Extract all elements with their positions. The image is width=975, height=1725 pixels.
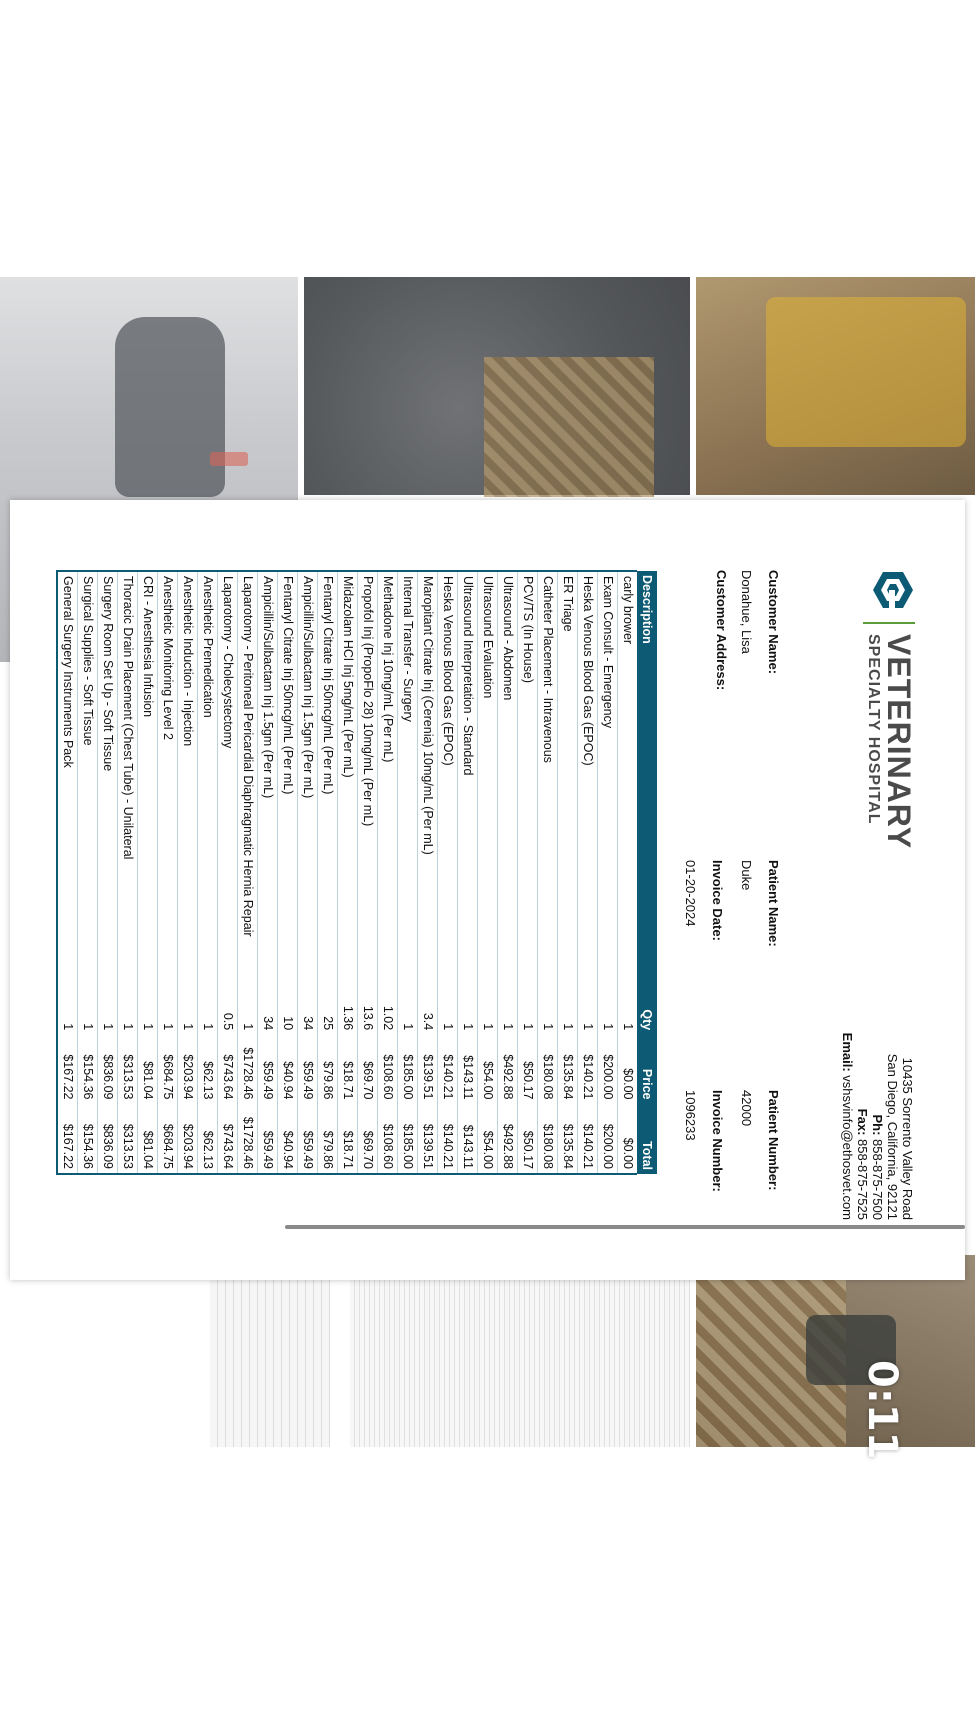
- ghost-document-thumbnail: [210, 1262, 330, 1447]
- table-row: [78, 571, 98, 1174]
- cell-price: $135.84: [558, 1034, 578, 1103]
- cell-price: $143.11: [458, 1034, 478, 1103]
- cell-description: Surgical Supplies - Soft Tissue: [78, 571, 98, 997]
- invoice-number-value: 1096233: [683, 1090, 698, 1141]
- cell-total: $313.53: [118, 1104, 138, 1175]
- cell-qty: 34: [298, 997, 318, 1034]
- cell-description: Exam Consult - Emergency: [598, 571, 618, 997]
- cell-price: $50.17: [518, 1034, 538, 1103]
- cell-qty: 3.4: [418, 997, 438, 1034]
- cell-total: $200.00: [598, 1104, 618, 1175]
- cell-description: CRI - Anesthesia Infusion: [138, 571, 158, 997]
- table-row: [57, 571, 78, 1174]
- cell-price: $167.22: [57, 1034, 78, 1103]
- patient-name-label: Patient Name:: [766, 860, 781, 947]
- cell-price: $139.51: [418, 1034, 438, 1103]
- table-row: [118, 571, 138, 1174]
- col-price: Price: [637, 1034, 657, 1103]
- clinic-logo-icon: [871, 570, 915, 610]
- cell-qty: 1: [438, 997, 458, 1034]
- cell-total: $50.17: [518, 1104, 538, 1175]
- cell-description: Heska Venous Blood Gas (EPOC): [578, 571, 598, 997]
- cell-price: $140.21: [438, 1034, 458, 1103]
- cell-qty: 1: [398, 997, 418, 1034]
- table-row: [318, 571, 338, 1174]
- table-row: [518, 571, 538, 1174]
- cell-qty: 1: [478, 997, 498, 1034]
- fax-label: Fax:: [855, 1108, 870, 1136]
- cell-price: $59.49: [298, 1034, 318, 1103]
- cell-total: $140.21: [578, 1104, 598, 1175]
- cell-qty: 1: [558, 997, 578, 1034]
- cell-qty: 1: [538, 997, 558, 1034]
- cell-total: $40.94: [278, 1104, 298, 1175]
- cell-qty: 34: [258, 997, 278, 1034]
- cell-price: $200.00: [598, 1034, 618, 1103]
- cell-qty: 1.02: [378, 997, 398, 1034]
- table-row: [558, 571, 578, 1174]
- table-header-row: [637, 571, 657, 1174]
- video-timer: 0:11: [859, 1360, 905, 1460]
- cell-price: $743.64: [218, 1034, 238, 1103]
- table-row: [218, 571, 238, 1174]
- cell-total: $140.21: [438, 1104, 458, 1175]
- cell-total: $1728.46: [238, 1104, 258, 1175]
- customer-name-label: Customer Name:: [766, 570, 781, 675]
- table-row: [598, 571, 618, 1174]
- table-row: [278, 571, 298, 1174]
- email-label: Email:: [840, 1032, 855, 1072]
- cell-description: General Surgery Instruments Pack: [57, 571, 78, 997]
- cell-total: $836.09: [98, 1104, 118, 1175]
- table-row: [418, 571, 438, 1174]
- table-row: [478, 571, 498, 1174]
- line-items-table: [56, 570, 657, 1175]
- cell-qty: 13.6: [358, 997, 378, 1034]
- cell-total: $185.00: [398, 1104, 418, 1175]
- cell-description: Thoracic Drain Placement (Chest Tube) - Unilateral: [118, 571, 138, 997]
- cell-description: Fentanyl Citrate Inj 50mcg/mL (Per mL): [278, 571, 298, 997]
- cell-description: Ultrasound Interpretation - Standard: [458, 571, 478, 997]
- table-row: [438, 571, 458, 1174]
- table-row: [358, 571, 378, 1174]
- table-row: [498, 571, 518, 1174]
- cell-price: $18.71: [338, 1034, 358, 1103]
- patient-number-value: 42000: [739, 1090, 754, 1127]
- table-row: [238, 571, 258, 1174]
- cell-description: Anesthetic Monitoring Level 2: [158, 571, 178, 997]
- cell-total: $69.70: [358, 1104, 378, 1175]
- cell-qty: 1: [238, 997, 258, 1034]
- video-thumbnail[interactable]: [696, 1255, 975, 1447]
- address-line-2: San Diego, California, 92121: [885, 1053, 900, 1220]
- cell-qty: 1.36: [338, 997, 358, 1034]
- cell-qty: 1: [98, 997, 118, 1034]
- cell-price: $492.88: [498, 1034, 518, 1103]
- cell-description: Laparotomy - Cholecystectomy: [218, 571, 238, 997]
- cell-qty: 1: [178, 997, 198, 1034]
- cell-description: ER Triage: [558, 571, 578, 997]
- cell-price: $54.00: [478, 1034, 498, 1103]
- fax-value: 858-875-7525: [855, 1139, 870, 1220]
- cell-total: $18.71: [338, 1104, 358, 1175]
- table-row: [538, 571, 558, 1174]
- cell-price: $836.09: [98, 1034, 118, 1103]
- col-qty: Qty: [637, 997, 657, 1034]
- cell-description: Heska Venous Blood Gas (EPOC): [438, 571, 458, 997]
- cell-total: $139.51: [418, 1104, 438, 1175]
- cell-price: $108.60: [378, 1034, 398, 1103]
- col-description: Description: [637, 571, 657, 997]
- table-row: [298, 571, 318, 1174]
- cell-price: $1728.46: [238, 1034, 258, 1103]
- cell-total: $0.00: [618, 1104, 638, 1175]
- cell-total: $54.00: [478, 1104, 498, 1175]
- cell-description: Midazolam HCl Inj 5mg/mL (Per mL): [338, 571, 358, 997]
- cell-qty: 1: [618, 997, 638, 1034]
- table-row: [458, 571, 478, 1174]
- cell-price: $154.36: [78, 1034, 98, 1103]
- cell-qty: 1: [57, 997, 78, 1034]
- cell-description: carly brower: [618, 571, 638, 997]
- col-total: Total: [637, 1104, 657, 1175]
- cell-qty: 1: [198, 997, 218, 1034]
- cell-description: Anesthetic Premedication: [198, 571, 218, 997]
- cell-qty: 10: [278, 997, 298, 1034]
- cell-description: Ampicillin/Sulbactam Inj 1.5gm (Per mL): [298, 571, 318, 997]
- cell-price: $59.49: [258, 1034, 278, 1103]
- cell-total: $180.08: [538, 1104, 558, 1175]
- table-row: [578, 571, 598, 1174]
- email-value: vshsvinfo@ethosvet.com: [840, 1075, 855, 1220]
- cell-price: $40.94: [278, 1034, 298, 1103]
- cell-description: Surgery Room Set Up - Soft Tissue: [98, 571, 118, 997]
- invoice-date-value: 01-20-2024: [683, 860, 698, 927]
- cell-price: $684.75: [158, 1034, 178, 1103]
- customer-name-value: Donahue, Lisa: [739, 570, 754, 654]
- cell-price: $185.00: [398, 1034, 418, 1103]
- table-row: [138, 571, 158, 1174]
- cell-price: $180.08: [538, 1034, 558, 1103]
- cell-total: $684.75: [158, 1104, 178, 1175]
- cell-qty: 1: [458, 997, 478, 1034]
- cell-description: Ultrasound Evaluation: [478, 571, 498, 997]
- table-row: [198, 571, 218, 1174]
- cell-description: Maropitant Citrate Inj (Cerenia) 10mg/mL (Per mL): [418, 571, 438, 997]
- table-row: [338, 571, 358, 1174]
- cell-total: $59.49: [258, 1104, 278, 1175]
- cell-total: $108.60: [378, 1104, 398, 1175]
- cell-price: $203.94: [178, 1034, 198, 1103]
- photo-road: [304, 277, 690, 495]
- invoice-document: [10, 500, 965, 1280]
- cell-price: $140.21: [578, 1034, 598, 1103]
- customer-address-label: Customer Address:: [714, 570, 729, 691]
- cell-description: Anesthetic Induction - Injection: [178, 571, 198, 997]
- table-row: [618, 571, 638, 1174]
- cell-total: $154.36: [78, 1104, 98, 1175]
- cell-qty: 1: [518, 997, 538, 1034]
- table-row: [98, 571, 118, 1174]
- phone-label: Ph:: [870, 1114, 885, 1136]
- cell-description: Fentanyl Citrate Inj 50mcg/mL (Per mL): [318, 571, 338, 997]
- cell-description: Ampicillin/Sulbactam Inj 1.5gm (Per mL): [258, 571, 278, 997]
- cell-total: $59.49: [298, 1104, 318, 1175]
- cell-description: Laparotomy - Peritoneal Pericardial Diaphragmatic Hernia Repair: [238, 571, 258, 997]
- table-row: [378, 571, 398, 1174]
- invoice-date-label: Invoice Date:: [710, 860, 725, 941]
- cell-total: $135.84: [558, 1104, 578, 1175]
- cell-price: $79.86: [318, 1034, 338, 1103]
- cell-description: Propofol Inj (PropoFlo 28) 10mg/mL (Per mL): [358, 571, 378, 997]
- patient-name-value: Duke: [739, 860, 754, 891]
- cell-qty: 1: [118, 997, 138, 1034]
- cell-total: $143.11: [458, 1104, 478, 1175]
- clinic-logo: [863, 570, 915, 849]
- cell-price: $0.00: [618, 1034, 638, 1103]
- clinic-subtitle: SPECIALTY HOSPITAL: [865, 634, 882, 825]
- cell-description: Methadone Inj 10mg/mL (Per mL): [378, 571, 398, 997]
- cell-total: $62.13: [198, 1104, 218, 1175]
- ghost-document-instructions: [350, 1255, 690, 1447]
- cell-qty: 25: [318, 997, 338, 1034]
- cell-total: $167.22: [57, 1104, 78, 1175]
- cell-qty: 0.5: [218, 997, 238, 1034]
- address-line-1: 10435 Sorrento Valley Road: [900, 1057, 915, 1220]
- patient-number-label: Patient Number:: [766, 1090, 781, 1191]
- invoice-number-label: Invoice Number:: [710, 1090, 725, 1192]
- cell-price: $62.13: [198, 1034, 218, 1103]
- cell-total: $492.88: [498, 1104, 518, 1175]
- cell-total: $81.04: [138, 1104, 158, 1175]
- photo-excavator: [696, 277, 975, 495]
- cell-description: Ultrasound - Abdomen: [498, 571, 518, 997]
- cell-total: $743.64: [218, 1104, 238, 1175]
- cell-total: $203.94: [178, 1104, 198, 1175]
- cell-total: $79.86: [318, 1104, 338, 1175]
- cell-description: Internal Transfer - Surgery: [398, 571, 418, 997]
- table-row: [158, 571, 178, 1174]
- cell-description: Catheter Placement - Intravenous: [538, 571, 558, 997]
- table-row: [258, 571, 278, 1174]
- invoice-info: [683, 570, 795, 1220]
- cell-price: $69.70: [358, 1034, 378, 1103]
- cell-qty: 1: [78, 997, 98, 1034]
- clinic-name: VETERINARY: [881, 634, 917, 850]
- cell-qty: 1: [598, 997, 618, 1034]
- cell-qty: 1: [498, 997, 518, 1034]
- clinic-contact: [840, 1033, 915, 1220]
- cell-price: $81.04: [138, 1034, 158, 1103]
- phone-value: 858-875-7500: [870, 1139, 885, 1220]
- table-row: [398, 571, 418, 1174]
- cell-qty: 1: [158, 997, 178, 1034]
- cell-qty: 1: [138, 997, 158, 1034]
- cell-qty: 1: [578, 997, 598, 1034]
- table-row: [178, 571, 198, 1174]
- cell-description: PCV/TS (In House): [518, 571, 538, 997]
- cell-price: $313.53: [118, 1034, 138, 1103]
